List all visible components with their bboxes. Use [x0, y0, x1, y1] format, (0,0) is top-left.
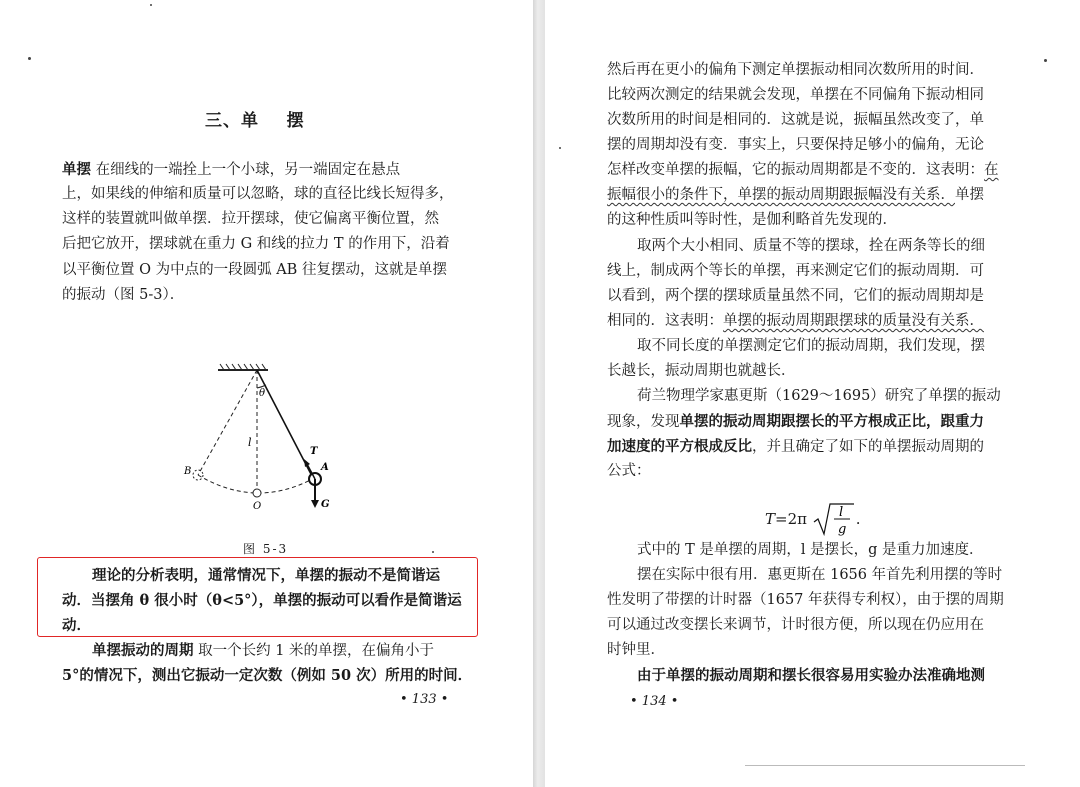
text-line: 比较两次测定的结果就会发现，单摆在不同偏角下振动相同 — [607, 87, 984, 103]
scan-speck — [432, 551, 434, 553]
text-line: 的这种性质叫等时性，是伽利略首先发现的． — [607, 212, 897, 228]
text-line: 这样的装置就叫做单摆．拉开摆球，使它偏离平衡位置，然 — [62, 211, 439, 227]
scan-line — [745, 765, 1025, 766]
text-span: 怎样改变单摆的振幅，它的振动周期都是不变的．这表明： — [607, 162, 984, 178]
text-line: 长越长，振动周期也就越长． — [607, 363, 796, 379]
text-line: 取不同长度的单摆测定它们的振动周期，我们发现，摆 — [637, 338, 985, 354]
text-line: 摆的周期却没有变．事实上，只要保持足够小的偏角，无论 — [607, 137, 984, 153]
text-span: 在细线的一端拴上一个小球，另一端固定在悬点 — [91, 162, 401, 178]
theta-label: θ — [259, 388, 266, 399]
page-number: • 133 • — [400, 692, 449, 707]
text-span: 振幅很小的条件下，单摆的振动周期跟振幅没有关系． — [607, 187, 955, 203]
formula-end: . — [855, 510, 861, 528]
term-bold: 单摆 — [62, 161, 91, 178]
left-page — [0, 0, 533, 787]
term-bold: 单摆振动的周期 — [92, 642, 194, 659]
text-span: 取一个长约 1 米的单摆，在偏角小于 — [193, 643, 435, 659]
o-label: O — [253, 501, 262, 512]
text-line — [607, 183, 984, 209]
text-line: 5°的情况下，测出它振动一定次数（例如 50 次）所用的时间． — [62, 667, 473, 684]
scan-speck — [28, 57, 31, 60]
text-line — [92, 638, 434, 665]
text-line: 动．当摆角 θ 很小时（θ<5°），单摆的振动可以看作是简谐运 — [62, 592, 462, 609]
scan-speck — [559, 147, 561, 149]
text-line: 式中的 T 是单摆的周期，l 是摆长，g 是重力加速度． — [637, 542, 984, 558]
text-line: 的振动（图 5-3）． — [62, 287, 185, 303]
text-span: 现象，发现 — [607, 414, 680, 430]
text-line: 动． — [62, 617, 91, 634]
text-line — [607, 409, 984, 436]
figure-caption: 图 5-3 — [243, 542, 289, 556]
text-span: 相同的．这表明： — [607, 313, 723, 329]
period-formula — [765, 502, 861, 538]
t-label: T — [310, 446, 318, 457]
pendulum-figure — [170, 360, 340, 520]
g-label: G — [321, 499, 330, 510]
book-gutter — [533, 0, 545, 787]
formula-t: T — [765, 510, 776, 528]
section-title: 三、单 摆 — [205, 111, 305, 131]
text-line: 线上，制成两个等长的单摆，再来测定它们的振动周期．可 — [607, 263, 984, 279]
a-label: A — [321, 462, 329, 473]
text-line: 公式： — [607, 463, 651, 479]
text-line: 摆在实际中很有用．惠更斯在 1656 年首先利用摆的等时 — [637, 567, 1003, 583]
text-span: 单摆的振动周期跟摆长的平方根成正比，跟重力 — [679, 413, 984, 430]
text-line: 可以通过改变摆长来调节，计时很方便，所以现在仍应用在 — [607, 617, 984, 633]
text-line: 后把它放开，摆球就在重力 G 和线的拉力 T 的作用下，沿着 — [62, 236, 450, 252]
formula-den: g — [837, 522, 847, 537]
highlight-box — [37, 557, 478, 637]
text-line — [607, 434, 984, 461]
text-line: 以平衡位置 O 为中点的一段圆弧 AB 往复摆动，这就是单摆 — [62, 262, 447, 278]
sqrt-sign — [812, 502, 856, 538]
text-line: 性发明了带摆的计时器（1657 年获得专利权），由于摆的周期 — [607, 592, 1004, 608]
string-b — [198, 370, 257, 475]
page-number: • 134 • — [630, 694, 679, 709]
text-line: 然后再在更小的偏角下测定单摆振动相同次数所用的时间． — [607, 62, 984, 78]
text-line — [62, 157, 400, 184]
text-line — [607, 158, 999, 184]
b-label: B — [184, 466, 192, 477]
text-line: 由于单摆的振动周期和摆长很容易用实验办法准确地测 — [637, 667, 985, 684]
l-label: l — [248, 436, 252, 449]
text-line: 荷兰物理学家惠更斯（1629～1695）研究了单摆的振动 — [637, 388, 1001, 404]
text-span: 在 — [984, 162, 999, 178]
text-line: 取两个大小相同、质量不等的摆球，拴在两条等长的细 — [637, 238, 985, 254]
text-span: 单摆的振动周期跟摆球的质量没有关系． — [723, 313, 984, 329]
right-page — [545, 0, 1080, 787]
text-line — [607, 309, 984, 335]
text-span: 加速度的平方根成反比 — [607, 438, 752, 455]
text-line: 时钟里． — [607, 642, 665, 658]
text-line: 理论的分析表明，通常情况下，单摆的振动不是简谐运 — [92, 567, 440, 584]
text-line: 次数所用的时间是相同的．这就是说，振幅虽然改变了，单 — [607, 112, 984, 128]
text-line: 上，如果线的伸缩和质量可以忽略，球的直径比线长短得多， — [62, 186, 454, 202]
text-line: 以看到，两个摆的摆球质量虽然不同，它们的振动周期却是 — [607, 288, 984, 304]
text-span: 单摆 — [955, 187, 984, 203]
formula-num: l — [838, 505, 843, 520]
scan-speck — [150, 4, 152, 6]
text-span: ，并且确定了如下的单摆振动周期的 — [752, 439, 984, 455]
formula-eq: =2π — [775, 510, 807, 528]
scan-speck — [1044, 59, 1047, 62]
